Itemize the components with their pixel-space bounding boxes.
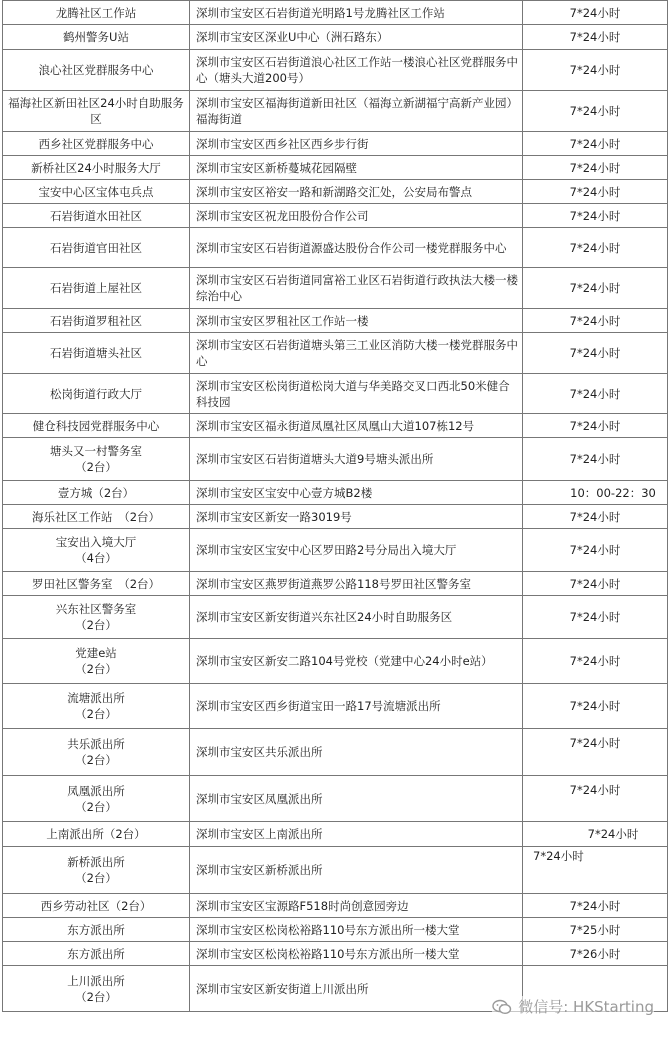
hours-cell: 7*25小时 <box>523 918 668 942</box>
address-cell: 深圳市宝安区新安街道上川派出所 <box>190 966 523 1012</box>
address-cell: 深圳市宝安区深业U中心（洲石路东） <box>190 25 523 50</box>
location-name-cell <box>3 156 190 180</box>
location-name: 共乐派出所 <box>67 737 125 751</box>
address-cell: 深圳市宝安区上南派出所 <box>190 822 523 847</box>
location-name: 石岩街道上屋社区 <box>50 281 142 295</box>
location-name-cell <box>3 268 190 309</box>
table-row <box>3 684 668 729</box>
table-row <box>3 91 668 132</box>
location-name-cell <box>3 180 190 204</box>
watermark-text: 微信号: HKStarting <box>518 998 654 1016</box>
address-cell: 深圳市宝安区西乡街道宝田一路17号流塘派出所 <box>190 684 523 729</box>
machine-count: （4台） <box>75 551 117 565</box>
table-row <box>3 894 668 918</box>
service-points-table <box>2 0 668 1012</box>
location-name: 石岩街道罗租社区 <box>50 313 142 328</box>
location-name-cell <box>3 684 190 729</box>
hours-cell: 7*24小时 <box>523 729 668 776</box>
hours-cell: 7*24小时 <box>523 639 668 684</box>
table-row <box>3 50 668 91</box>
hours-cell: 7*24小时 <box>523 684 668 729</box>
location-name-cell <box>3 942 190 966</box>
address-cell: 深圳市宝安区松岗松裕路110号东方派出所一楼大堂 <box>190 942 523 966</box>
location-name: 龙腾社区工作站 <box>55 5 137 20</box>
location-name: 福海社区新田社区24小时自助服务区 <box>8 96 184 126</box>
hours-cell: 7*24小时 <box>523 228 668 268</box>
location-name-cell <box>3 50 190 91</box>
address-cell: 深圳市宝安区新桥蔓城花园隔壁 <box>190 156 523 180</box>
address-cell: 深圳市宝安区西乡社区西乡步行街 <box>190 132 523 156</box>
machine-count: （2台） <box>75 871 117 885</box>
address-cell: 深圳市宝安区宝安中心区罗田路2号分局出入境大厅 <box>190 529 523 572</box>
location-name-cell <box>3 309 190 333</box>
address-cell: 深圳市宝安区宝安中心壹方城B2楼 <box>190 481 523 505</box>
location-name-cell <box>3 894 190 918</box>
table-row <box>3 822 668 847</box>
hours-cell: 7*24小时 <box>523 1 668 25</box>
hours-cell: 7*24小时 <box>523 505 668 529</box>
table-row <box>3 847 668 894</box>
address-cell: 深圳市宝安区松岗松裕路110号东方派出所一楼大堂 <box>190 918 523 942</box>
table-row <box>3 1 668 25</box>
wechat-icon <box>492 999 512 1015</box>
address-cell: 深圳市宝安区新安一路3019号 <box>190 505 523 529</box>
location-name: 宝安出入境大厅 <box>55 535 137 549</box>
location-name: 凤凰派出所 <box>67 783 125 798</box>
address-cell: 深圳市宝安区共乐派出所 <box>190 729 523 776</box>
machine-count: （2台） <box>75 799 117 814</box>
location-name-cell <box>3 529 190 572</box>
location-name: 党建e站 <box>75 646 117 660</box>
location-name: 流塘派出所 <box>67 691 125 705</box>
hours-cell: 7*24小时 <box>523 268 668 309</box>
location-name-cell <box>3 639 190 684</box>
hours-cell: 7*24小时 <box>523 333 668 374</box>
table-row <box>3 180 668 204</box>
machine-count: （2台） <box>75 460 117 474</box>
location-name: 东方派出所 <box>67 946 125 961</box>
address-cell: 深圳市宝安区石岩街道浪心社区工作站一楼浪心社区党群服务中心（塘头大道200号） <box>190 50 523 91</box>
table-row <box>3 481 668 505</box>
machine-count: （2台） <box>75 662 117 676</box>
hours-cell: 7*26小时 <box>523 942 668 966</box>
address-cell: 深圳市宝安区石岩街道光明路1号龙腾社区工作站 <box>190 1 523 25</box>
hours-cell: 7*24小时 <box>523 572 668 596</box>
address-cell: 深圳市宝安区石岩街道塘头第三工业区消防大楼一楼党群服务中心 <box>190 333 523 374</box>
machine-count: （2台） <box>75 753 117 767</box>
hours-cell: 7*24小时 <box>523 204 668 228</box>
machine-count: （2台） <box>75 618 117 632</box>
location-name-cell <box>3 505 190 529</box>
machine-count: （2台） <box>75 707 117 721</box>
location-name: 石岩街道塘头社区 <box>50 346 142 360</box>
address-cell: 深圳市宝安区新桥派出所 <box>190 847 523 894</box>
table-row <box>3 942 668 966</box>
location-name-cell <box>3 228 190 268</box>
location-name: 石岩街道水田社区 <box>50 208 142 223</box>
location-name-cell <box>3 918 190 942</box>
hours-cell: 10：00-22：30 <box>523 481 668 505</box>
table-row <box>3 505 668 529</box>
location-name-cell <box>3 596 190 639</box>
table-row <box>3 228 668 268</box>
table-row <box>3 918 668 942</box>
location-name: 上南派出所（2台） <box>46 827 146 841</box>
hours-cell: 7*24小时 <box>523 438 668 481</box>
address-cell: 深圳市宝安区石岩街道塘头大道9号塘头派出所 <box>190 438 523 481</box>
location-name: 浪心社区党群服务中心 <box>38 63 154 77</box>
location-name-cell <box>3 822 190 847</box>
hours-cell: 7*24小时 <box>523 156 668 180</box>
watermark <box>492 996 654 1017</box>
location-name-cell <box>3 132 190 156</box>
machine-count: （2台） <box>75 989 117 1004</box>
table-row <box>3 572 668 596</box>
location-name: 东方派出所 <box>67 922 125 937</box>
hours-cell: 7*24小时 <box>523 596 668 639</box>
hours-cell: 7*24小时 <box>523 180 668 204</box>
location-name-cell <box>3 204 190 228</box>
hours-cell: 7*24小时 <box>523 847 668 894</box>
location-name-cell <box>3 572 190 596</box>
location-name-cell <box>3 25 190 50</box>
location-name-cell <box>3 333 190 374</box>
hours-cell: 7*24小时 <box>523 822 668 847</box>
hours-cell: 7*24小时 <box>523 374 668 414</box>
location-name: 健仓科技园党群服务中心 <box>32 418 160 433</box>
table-row <box>3 309 668 333</box>
hours-cell: 7*24小时 <box>523 132 668 156</box>
location-name-cell <box>3 414 190 438</box>
address-cell: 深圳市宝安区祝龙田股份合作公司 <box>190 204 523 228</box>
address-cell: 深圳市宝安区新安二路104号党校（党建中心24小时e站） <box>190 639 523 684</box>
location-name: 兴东社区警务室 <box>55 602 137 616</box>
location-name-cell <box>3 374 190 414</box>
address-cell: 深圳市宝安区裕安一路和新湖路交汇处，公安局布警点 <box>190 180 523 204</box>
table-row <box>3 729 668 776</box>
location-name: 新桥派出所 <box>67 855 125 869</box>
address-cell: 深圳市宝安区福永街道凤凰社区凤凰山大道107栋12号 <box>190 414 523 438</box>
address-cell: 深圳市宝安区石岩街道源盛达股份合作公司一楼党群服务中心 <box>190 228 523 268</box>
address-cell: 深圳市宝安区罗租社区工作站一楼 <box>190 309 523 333</box>
location-name-cell <box>3 776 190 822</box>
location-name-cell <box>3 91 190 132</box>
location-name: 罗田社区警务室 （2台） <box>31 576 161 591</box>
location-name: 石岩街道官田社区 <box>50 240 142 255</box>
location-name: 塘头又一村警务室 <box>50 444 142 458</box>
address-cell: 深圳市宝安区燕罗街道燕罗公路118号罗田社区警务室 <box>190 572 523 596</box>
location-name: 鹤州警务U站 <box>63 30 129 44</box>
address-cell: 深圳市宝安区福海街道新田社区（福海立新湖福宁高新产业园）福海街道 <box>190 91 523 132</box>
table-row <box>3 529 668 572</box>
location-name: 壹方城（2台） <box>57 485 135 500</box>
location-name: 上川派出所 <box>67 973 125 988</box>
table-row <box>3 204 668 228</box>
hours-cell: 7*24小时 <box>523 776 668 822</box>
table-row <box>3 776 668 822</box>
location-name-cell <box>3 1 190 25</box>
location-name-cell <box>3 438 190 481</box>
table-row <box>3 639 668 684</box>
hours-cell: 7*24小时 <box>523 91 668 132</box>
location-name: 松岗街道行政大厅 <box>50 386 142 401</box>
location-name-cell <box>3 729 190 776</box>
location-name-cell <box>3 481 190 505</box>
address-cell: 深圳市宝安区宝源路F518时尚创意园旁边 <box>190 894 523 918</box>
hours-cell: 7*24小时 <box>523 50 668 91</box>
hours-cell: 7*24小时 <box>523 529 668 572</box>
table-row <box>3 268 668 309</box>
table-row <box>3 374 668 414</box>
location-name: 新桥社区24小时服务大厅 <box>31 160 161 175</box>
address-cell: 深圳市宝安区新安街道兴东社区24小时自助服务区 <box>190 596 523 639</box>
table-row <box>3 25 668 50</box>
location-name: 海乐社区工作站 （2台） <box>31 509 161 524</box>
table-row <box>3 333 668 374</box>
location-name: 西乡劳动社区（2台） <box>40 898 152 913</box>
hours-cell: 7*24小时 <box>523 414 668 438</box>
address-cell: 深圳市宝安区凤凰派出所 <box>190 776 523 822</box>
location-name: 宝安中心区宝体屯兵点 <box>38 184 154 199</box>
hours-cell: 7*24小时 <box>523 309 668 333</box>
location-name-cell <box>3 966 190 1012</box>
hours-cell: 7*24小时 <box>523 25 668 50</box>
address-cell: 深圳市宝安区石岩街道同富裕工业区石岩街道行政执法大楼一楼综治中心 <box>190 268 523 309</box>
table-row <box>3 132 668 156</box>
address-cell: 深圳市宝安区松岗街道松岗大道与华美路交叉口西北50米健合科技园 <box>190 374 523 414</box>
location-name: 西乡社区党群服务中心 <box>38 136 154 151</box>
table-row <box>3 438 668 481</box>
table-row <box>3 596 668 639</box>
location-name-cell <box>3 847 190 894</box>
table-row <box>3 414 668 438</box>
table-row <box>3 156 668 180</box>
hours-cell: 7*24小时 <box>523 894 668 918</box>
